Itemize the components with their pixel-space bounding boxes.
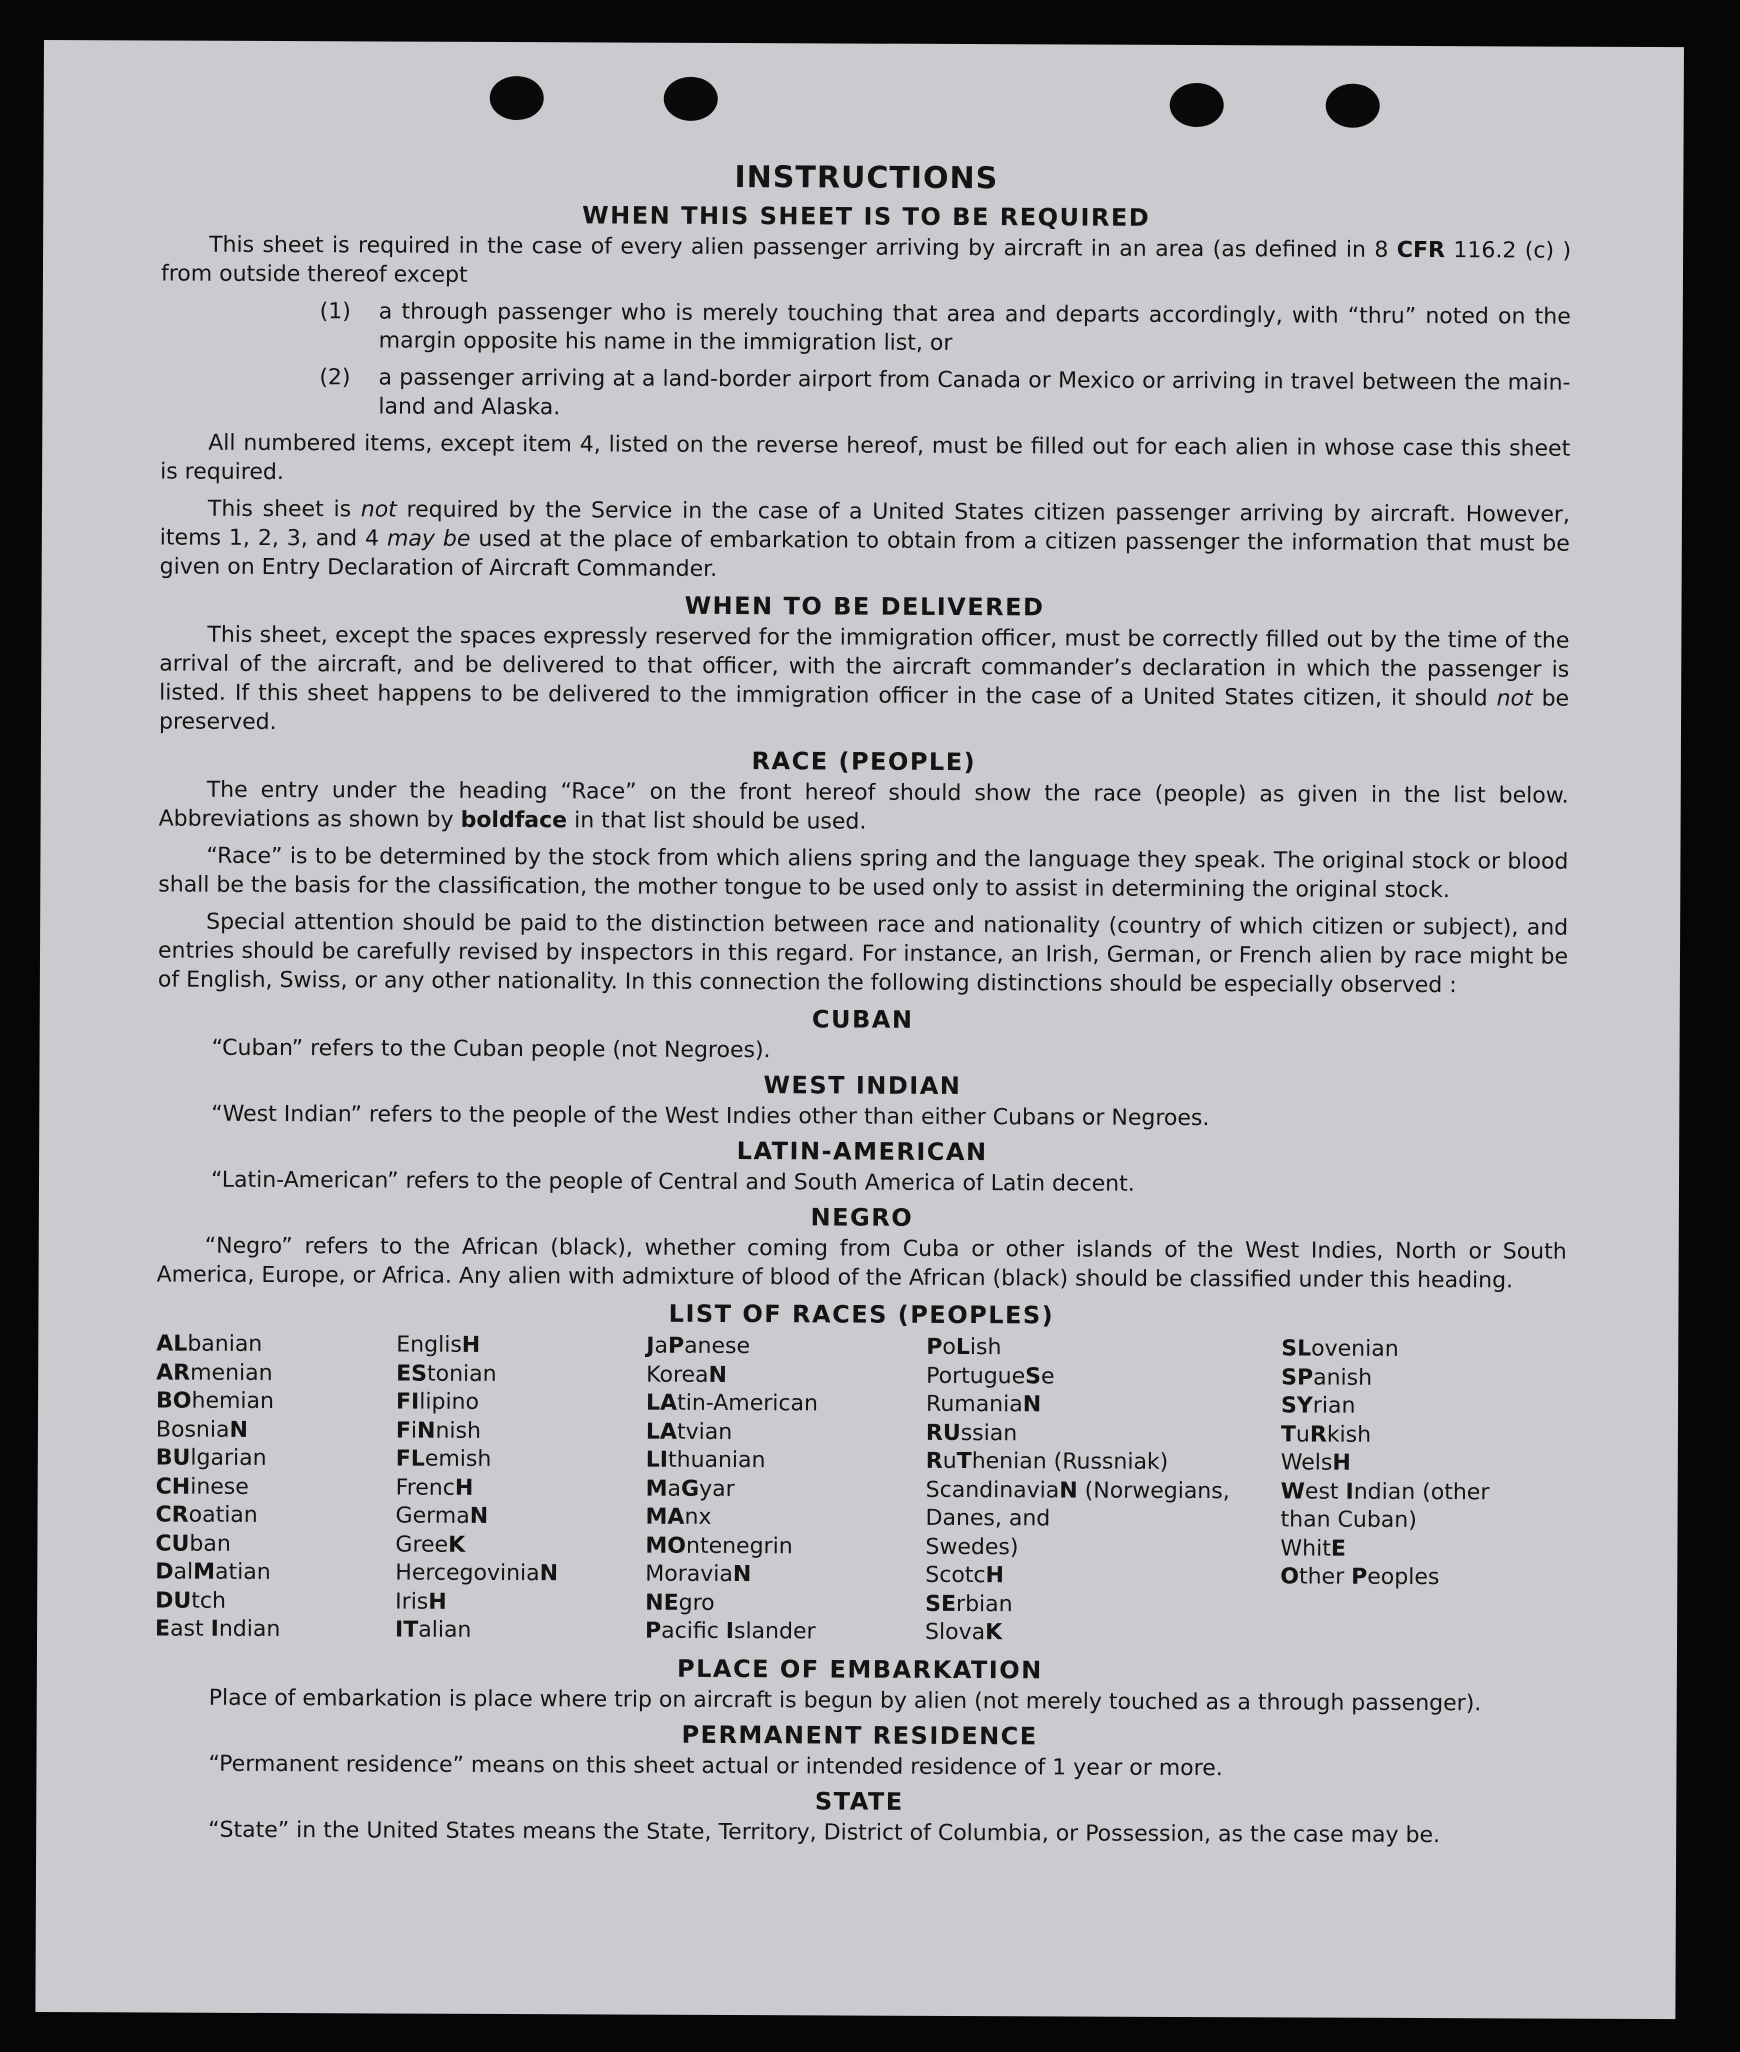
paragraph-race-stock: “Race” is to be determined by the stock from which aliens spring and the language they speak. The original stock or blood shall be the basis for the classification, the mother tongue to be used only to assist in determining the original stock. [158,843,1569,904]
instructions-content [154,161,1571,1855]
race-entry: CHinese [155,1474,249,1500]
race-entry: SErbian [925,1591,1013,1617]
definition-residence: “Permanent residence” means on this sheet actual or intended residence of 1 year or more. [208,1751,1223,1781]
paragraph-race-entry: The entry under the heading “Race” on the front hereof should show the race (people) as given in the list below. Abbreviations as shown by boldface in that list should be used. [158,777,1569,835]
item-number: (2) [319,365,351,391]
race-entry: RumaniaN [926,1391,1042,1418]
race-entry: ScandinaviaN (Norwegians, [925,1477,1230,1504]
punch-hole [1326,84,1380,128]
race-entry: RuThenian (Russniak) [925,1448,1169,1475]
section-heading-cuban: CUBAN [811,1005,914,1034]
race-entry: Pacific Islander [645,1618,816,1645]
section-heading-embarkation: PLACE OF EMBARKATION [676,1654,1043,1684]
race-entry: BUlgarian [155,1445,267,1471]
race-entry: EStonian [396,1361,497,1387]
definition-embarkation: Place of embarkation is place where trip on aircraft is begun by alien (not merely touched as a through passenger). [208,1685,1482,1716]
definition-negro: “Negro” refers to the African (black), whether coming from Cuba or other islands of the West Indies, North or South America, Europe, or Africa. Any alien with admixture of blood of the African (black) should be classified under this heading. [156,1233,1567,1294]
section-heading-race: RACE (PEOPLE) [751,747,977,777]
definition-cuban: “Cuban” refers to the Cuban people (not Negroes). [211,1035,771,1064]
race-entry: FrencH [395,1475,474,1501]
definition-latin-american: “Latin-American” refers to the people of Central and South America of Latin decent. [210,1167,1135,1197]
race-column [155,1331,396,1646]
section-heading-negro: NEGRO [810,1203,914,1232]
section-heading-when-delivered: WHEN TO BE DELIVERED [684,591,1045,622]
race-entry: ITalian [395,1617,472,1643]
race-entry: ALbanian [156,1331,263,1357]
race-entry: MOntenegrin [645,1533,793,1559]
race-column [645,1333,926,1648]
race-entry: WelsH [1280,1450,1351,1476]
definition-state: “State” in the United States means the State, Territory, District of Columbia, or Possession, as the case may be. [208,1817,1441,1848]
race-entry: West Indian (other [1280,1478,1490,1505]
race-entry: GermaN [395,1503,489,1529]
race-entry: FiNnish [395,1418,482,1444]
section-heading-west-indian: WEST INDIAN [763,1071,962,1101]
race-column [925,1334,1281,1649]
race-entry: BOhemian [156,1388,275,1415]
item-text: a through passenger who is merely touching that area and departs accordingly, with “thru” noted on the margin opposite his name in the immigration list, or [378,299,1571,356]
race-entry: ARmenian [156,1360,273,1386]
race-column [1280,1335,1541,1650]
race-entry: MAnx [645,1504,712,1530]
section-heading-residence: PERMANENT RESIDENCE [681,1720,1038,1750]
paragraph-required: This sheet is required in the case of every alien passenger arriving by aircraft in an area (as defined in 8 CFR 116.2 (c) ) from outside thereof except [160,232,1572,288]
paragraph-numbered-items: All numbered items, except item 4, listed on the reverse hereof, must be filled out for each alien in whose case this sheet is required. [160,430,1571,486]
race-entry: East Indian [155,1616,281,1643]
definition-west-indian: “West Indian” refers to the people of the West Indies other than either Cubans or Negroes. [211,1101,1210,1132]
race-entry: FIlipino [396,1389,480,1415]
section-heading-list-of-races: LIST OF RACES (PEOPLES) [668,1299,1055,1330]
punch-hole [1170,83,1224,127]
race-entry: Danes, and [925,1505,1051,1532]
section-heading-latin-american: LATIN-AMERICAN [736,1137,988,1167]
race-entry: SLovenian [1281,1336,1399,1362]
race-entry: LAtin-American [646,1390,819,1417]
race-entry: HercegoviniaN [395,1560,559,1587]
race-entry: SPanish [1281,1364,1373,1391]
race-entry: Swedes) [925,1534,1019,1560]
race-column [395,1332,646,1647]
section-heading-state: STATE [814,1786,904,1816]
exception-item [160,363,1570,427]
race-entry: BosniaN [155,1417,248,1443]
paragraph-citizen: This sheet is not required by the Service in the case of a United States citizen passenger arriving by aircraft. However, items 1, 2, 3, and 4 may be used at the place of embarkation to obtain from a citizen passenger the information that must be given on Entry Declaration of Aircraft Commander. [159,496,1570,582]
race-entry: WhitE [1280,1535,1346,1562]
document-sheet [35,40,1684,2019]
race-entry: Other Peoples [1280,1564,1440,1591]
punch-hole [664,77,718,121]
race-entry: than Cuban) [1280,1507,1417,1534]
punch-hole [490,76,544,120]
paragraph-delivery: This sheet, except the spaces expressly reserved for the immigration officer, must be correctly filled out by the time of the arrival of the aircraft, and be delivered to that officer, with the aircraft commander’s declaration in which the passenger is listed. If this sheet happens to be delivered to the immigration officer in the case of a United States citizen, it should not be preserved. [158,622,1570,736]
item-text: a passenger arriving at a land-border airport from Canada or Mexico or arriving in travel between the main-land and Alaska. [378,365,1571,421]
race-entry: NEgro [645,1590,715,1616]
race-entry: DUtch [155,1588,227,1614]
race-entry: CRoatian [155,1502,258,1528]
race-entry: CUban [155,1531,231,1557]
race-entry: SYrian [1280,1393,1356,1419]
exception-item [161,297,1571,361]
race-entry: PortugueSe [926,1363,1055,1389]
item-number: (1) [319,299,351,325]
race-entry: IrisH [395,1589,447,1615]
race-list [155,1331,1566,1651]
section-heading-when-required: WHEN THIS SHEET IS TO BE REQUIRED [582,201,1151,232]
race-entry: KoreaN [646,1362,728,1388]
page-title: INSTRUCTIONS [734,160,999,197]
race-entry: MaGyar [645,1476,735,1502]
race-entry: EnglisH [396,1332,481,1358]
race-entry: SlovaK [925,1619,1003,1646]
race-entry: FLemish [395,1446,492,1472]
race-entry: TuRkish [1280,1421,1372,1448]
race-entry: LIthuanian [645,1447,766,1474]
race-entry: LAtvian [645,1419,733,1445]
race-entry: JaPanese [646,1333,751,1360]
race-entry: MoraviaN [645,1561,752,1588]
race-entry: PoLish [926,1334,1002,1361]
paragraph-race-nationality: Special attention should be paid to the distinction between race and nationality (country of which citizen or subject), and entries should be carefully revised by inspectors in this regard. For instance, an Irish, German, or French alien by race might be of English, Swiss, or any other nationality. In this connection the following distinctions should be especially observed : [157,909,1569,999]
race-entry: RUssian [925,1420,1018,1446]
race-entry: DalMatian [155,1559,271,1586]
race-entry: GreeK [395,1532,466,1558]
race-entry: ScotcH [925,1562,1005,1589]
